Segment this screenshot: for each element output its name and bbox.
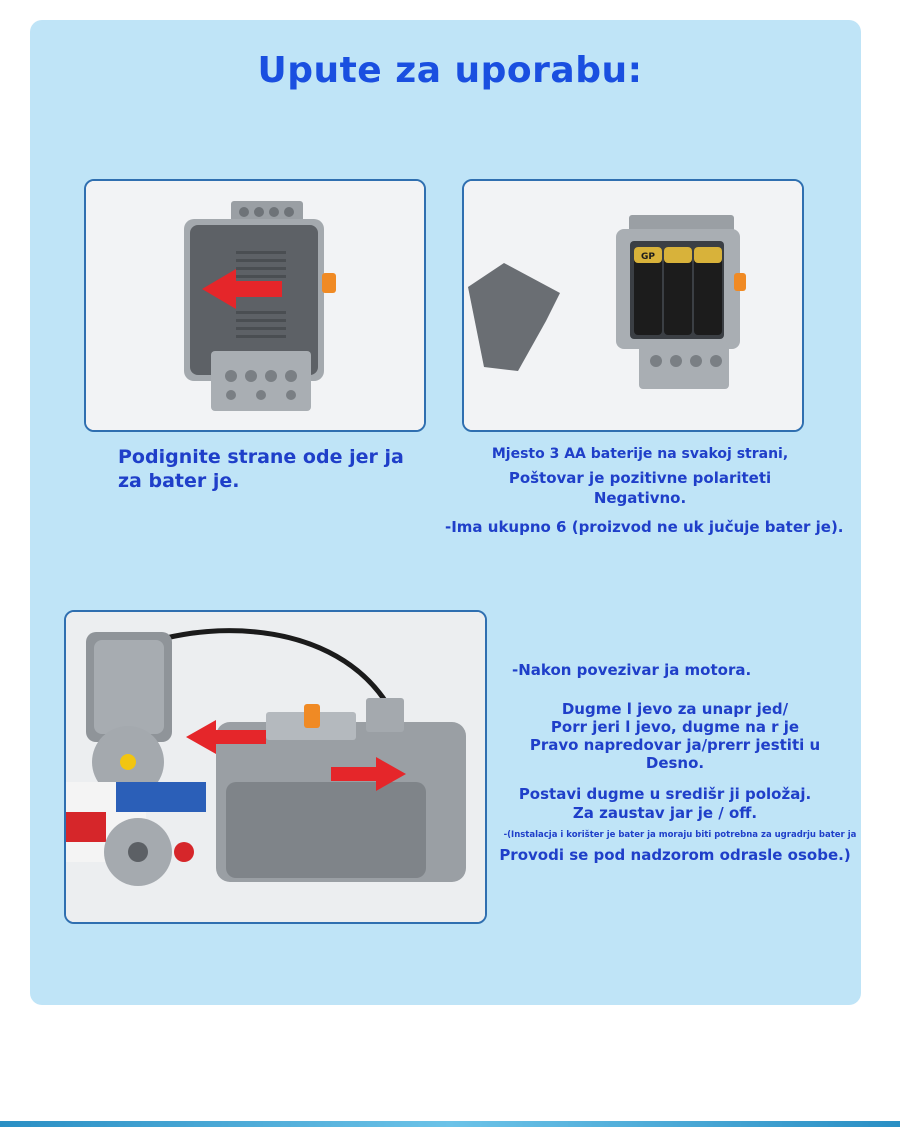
step3-stop-line-1: Postavi dugme u središr ji položaj. [518,785,812,803]
step3-direction-line-3: Pravo napredovar ja/prerr jestiti u [529,736,821,754]
motor-connection-photo [64,610,487,924]
step3-line-1: -Nakon povezivar ja motora. [512,661,752,679]
motor-illustration [66,612,485,922]
step2-line-3: Negativno. [593,489,687,507]
page-title: Upute za uporabu: [257,50,643,91]
step3-direction-block [525,700,825,772]
step1-line-2: za bater je. [118,470,240,492]
battery-box-open-photo [462,179,804,432]
step1-line-1: Podignite strane ode jer ja [118,446,404,468]
step3-stop-line-2: Za zaustav jar je / off. [572,804,758,822]
battery-brand-label: GP [641,252,655,262]
step3-direction-line-1: Dugme l jevo za unapr jed/ [561,700,789,718]
step2-line-4: -Ima ukupno 6 (proizvod ne uk jučuje bater je). [445,518,844,536]
step1-caption [118,445,418,493]
battery-box-lid-photo [84,179,426,432]
step3-stop-block [505,785,825,823]
step3-direction-line-2: Porr jeri l jevo, dugme na r je [550,718,800,736]
bottom-accent-bar [0,1121,900,1127]
battery-box-illustration [86,181,424,430]
batteries-illustration [464,181,802,430]
step3-last-line: Provodi se pod nadzorom odrasle osobe.) [499,846,851,864]
step3-direction-line-4: Desno. [645,754,705,772]
step2-line-1: Mjesto 3 AA baterije na svakoj strani, [491,446,789,462]
step2-line-2: Poštovar je pozitivne polariteti [508,469,772,487]
step3-small-note: -(Instalacja i korišter je bater ja moraju biti potrebna za ugradrju bater ja [503,830,857,840]
